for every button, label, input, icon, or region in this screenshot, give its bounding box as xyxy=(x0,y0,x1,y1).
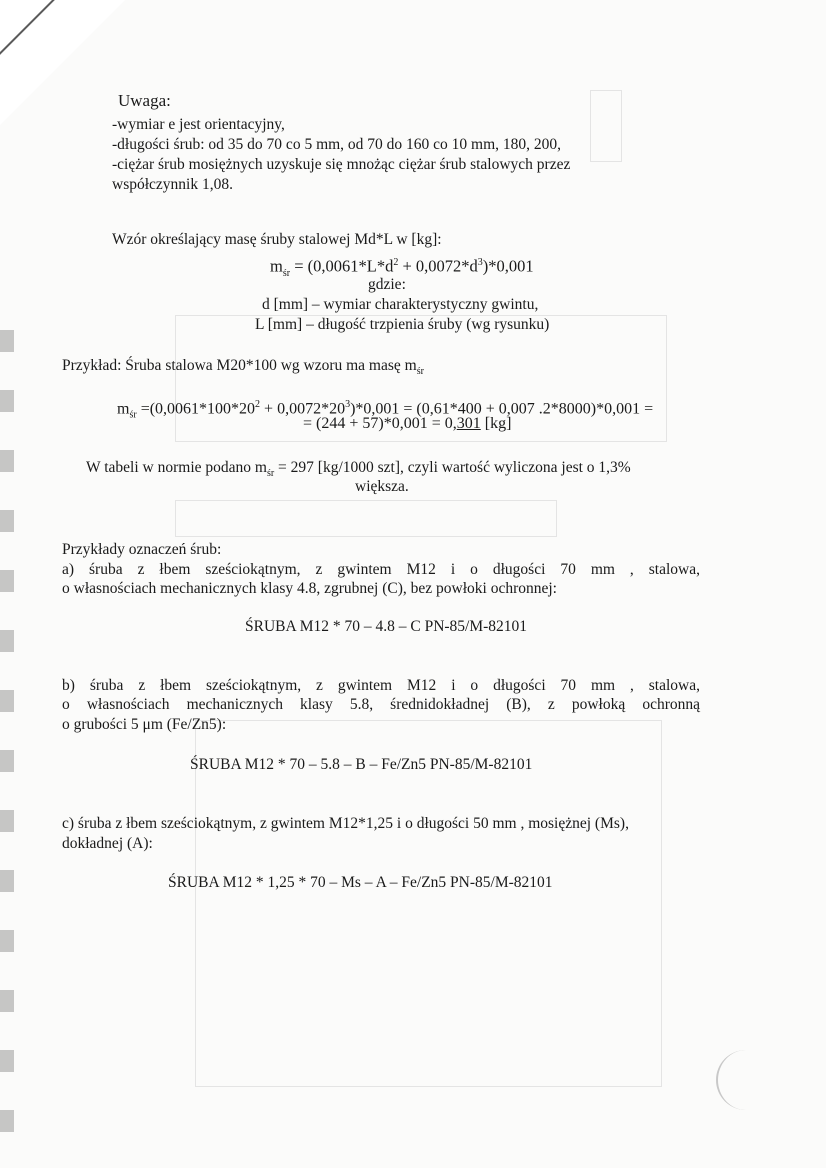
table-note-continuation: większa. xyxy=(355,478,409,495)
calc-exp-2: 3 xyxy=(345,399,351,410)
table-note-part-a: W tabeli w normie podano m xyxy=(86,459,267,476)
show-through-table-bottom xyxy=(195,720,662,1087)
calc-symbol: m xyxy=(117,400,130,418)
calc-symbol-sub: śr xyxy=(129,409,137,421)
designation-b-line-1: b) śruba z łbem sześciokątnym, z gwintem M12 i o długości 70 mm , stalowa, xyxy=(62,677,700,694)
designation-c-line-1: c) śruba z łbem sześciokątnym, z gwintem M12*1,25 i o długości 50 mm , mosiężnej (Ms), xyxy=(62,815,629,832)
note-item-3: -ciężar śrub mosiężnych uzyskuje się mnożąc ciężar śrub stalowych przez xyxy=(112,156,571,173)
formula-exp-1: 2 xyxy=(393,257,399,268)
formula-part-c: )*0,001 xyxy=(482,256,534,276)
designation-a-line-1: a) śruba z łbem sześciokątnym, z gwintem M12 i o długości 70 mm , stalowa, xyxy=(62,561,700,578)
example-intro-sub: śr xyxy=(416,366,424,378)
designation-a-line-2: o własnościach mechanicznych klasy 4.8, zgrubnej (C), bez powłoki ochronnej: xyxy=(62,580,557,597)
calc-part-a: =(0,0061*100*20 xyxy=(136,400,256,418)
formula-symbol: m xyxy=(270,256,283,276)
formula-def-d: d [mm] – wymiar charakterystyczny gwintu, xyxy=(262,296,539,313)
formula-exp-2: 3 xyxy=(477,257,483,268)
note-item-2: -długości śrub: od 35 do 70 co 5 mm, od 70 do 160 co 10 mm, 180, 200, xyxy=(112,136,562,153)
designation-c-code: ŚRUBA M12 * 1,25 * 70 – Ms – A – Fe/Zn5 PN-85/M-82101 xyxy=(168,874,553,891)
example-calc-line-2 xyxy=(303,415,511,433)
calc-exp-1: 2 xyxy=(255,399,261,410)
show-through-table-top xyxy=(590,90,622,162)
calc2-part-a: = (244 + 57)*0,001 = 0, xyxy=(303,415,457,432)
note-item-1: -wymiar e jest orientacyjny, xyxy=(112,116,285,133)
designations-heading: Przykłady oznaczeń śrub: xyxy=(62,541,222,558)
calc-part-c: )*0,001 = (0,61*400 + 0,007 .2*8000)*0,001 = xyxy=(350,400,654,418)
folded-corner xyxy=(0,0,125,125)
example-intro-text: Przykład: Śruba stalowa M20*100 wg wzoru ma masę m xyxy=(62,357,417,374)
formula-where: gdzie: xyxy=(368,276,406,293)
designation-b-code: ŚRUBA M12 * 70 – 5.8 – B – Fe/Zn5 PN-85/M-82101 xyxy=(190,756,533,773)
note-item-4: współczynnik 1,08. xyxy=(112,176,233,193)
formula-def-L: L [mm] – długość trzpienia śruby (wg rysunku) xyxy=(255,316,550,333)
designation-a-code: ŚRUBA M12 * 70 – 4.8 – C PN-85/M-82101 xyxy=(245,618,528,635)
notes-heading: Uwaga: xyxy=(118,91,171,110)
show-through-table-small xyxy=(175,500,557,537)
pencil-mark xyxy=(716,1050,758,1110)
designation-b-line-3: o grubości 5 μm (Fe/Zn5): xyxy=(62,716,227,733)
formula-symbol-sub: śr xyxy=(282,267,291,279)
designation-c-line-2: dokładnej (A): xyxy=(62,835,153,852)
calc2-unit: [kg] xyxy=(480,415,512,432)
designation-b-line-2: o własnościach mechanicznych klasy 5.8, średnidokładnej (B), z powłoką ochronną xyxy=(62,696,700,713)
table-note-sub: śr xyxy=(266,468,275,480)
calc2-result: 301 xyxy=(456,415,481,432)
formula-intro: Wzór określający masę śruby stalowej Md*L w [kg]: xyxy=(112,231,442,248)
example-intro xyxy=(62,357,424,381)
binding-marks xyxy=(0,330,14,1140)
formula-part-a: = (0,0061*L*d xyxy=(290,256,394,276)
formula-part-b: + 0,0072*d xyxy=(398,256,478,276)
table-note-part-b: = 297 [kg/1000 szt], czyli wartość wyliczona jest o 1,3% xyxy=(274,459,631,476)
calc-part-b: + 0,0072*20 xyxy=(260,400,346,418)
